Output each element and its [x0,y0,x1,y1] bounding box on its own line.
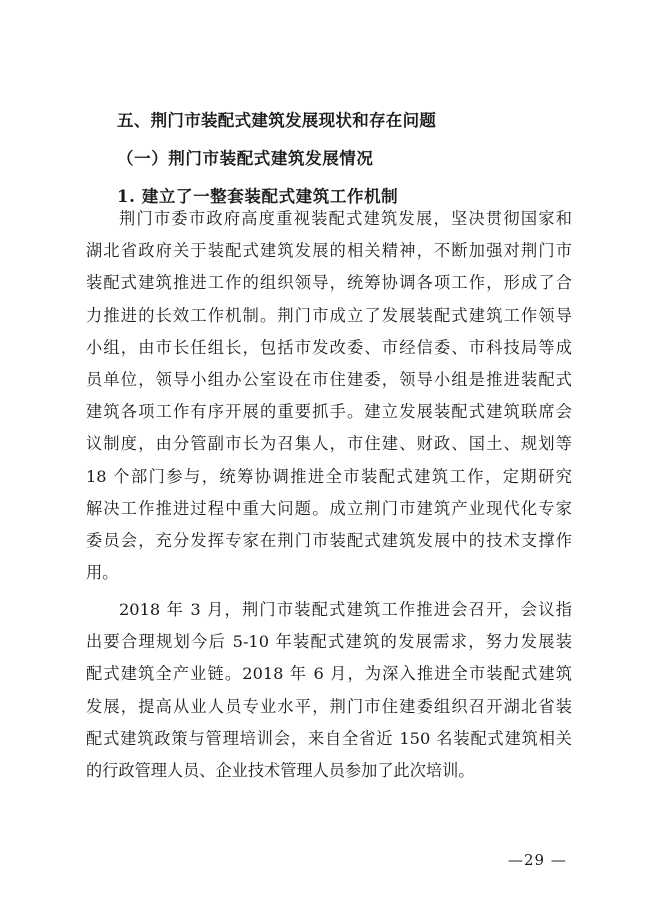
subsection-heading: （一）荆门市装配式建筑发展情况 [117,149,374,168]
paragraph-line: 小组，由市长任组长，包括市发改委、市经信委、市科技局等成 [86,337,572,357]
paragraph-line: 用。 [86,563,119,583]
paragraph-line: 出要合理规划今后 5-10 年装配式建筑的发展需求，努力发展装 [86,632,572,652]
paragraph-line: 荆门市委市政府高度重视装配式建筑发展，坚决贯彻国家和 [119,209,572,228]
paragraph-1 [86,203,572,589]
paragraph-line: 委员会，充分发挥专家在荆门市装配式建筑发展中的技术支撑作 [86,530,572,550]
paragraph-line: 员单位，领导小组办公室设在市住建委，领导小组是推进装配式 [86,369,572,389]
paragraph-line: 湖北省政府关于装配式建筑发展的相关精神，不断加强对荆门市 [86,241,572,261]
paragraph-line: 18 个部门参与，统筹协调推进全市装配式建筑工作，定期研究 [86,466,572,486]
paragraph-line: 装配式建筑推进工作的组织领导，统筹协调各项工作，形成了合 [86,273,572,293]
paragraph-line: 建筑各项工作有序开展的重要抓手。建立发展装配式建筑联席会 [86,402,572,422]
paragraph-line: 配式建筑政策与管理培训会，来自全省近 150 名装配式建筑相关 [86,728,572,748]
paragraph-2 [86,594,572,787]
paragraph-line: 的行政管理人员、企业技术管理人员参加了此次培训。 [86,760,475,780]
paragraph-line: 解决工作推进过程中重大问题。成立荆门市建筑产业现代化专家 [86,498,572,518]
paragraph-line: 发展，提高从业人员专业水平，荆门市住建委组织召开湖北省装 [86,696,572,716]
paragraph-line: 力推进的长效工作机制。荆门市成立了发展装配式建筑工作领导 [86,305,572,325]
paragraph-line: 2018 年 3 月，荆门市装配式建筑工作推进会召开，会议指 [119,600,572,619]
item-heading: 1. 建立了一整套装配式建筑工作机制 [117,187,399,206]
paragraph-line: 议制度，由分管副市长为召集人，市住建、财政、国土、规划等 [86,434,572,454]
page-number: —29 — [508,851,567,869]
paragraph-line: 配式建筑全产业链。2018 年 6 月，为深入推进全市装配式建筑 [86,664,572,684]
section-heading: 五、荆门市装配式建筑发展现状和存在问题 [117,111,437,130]
